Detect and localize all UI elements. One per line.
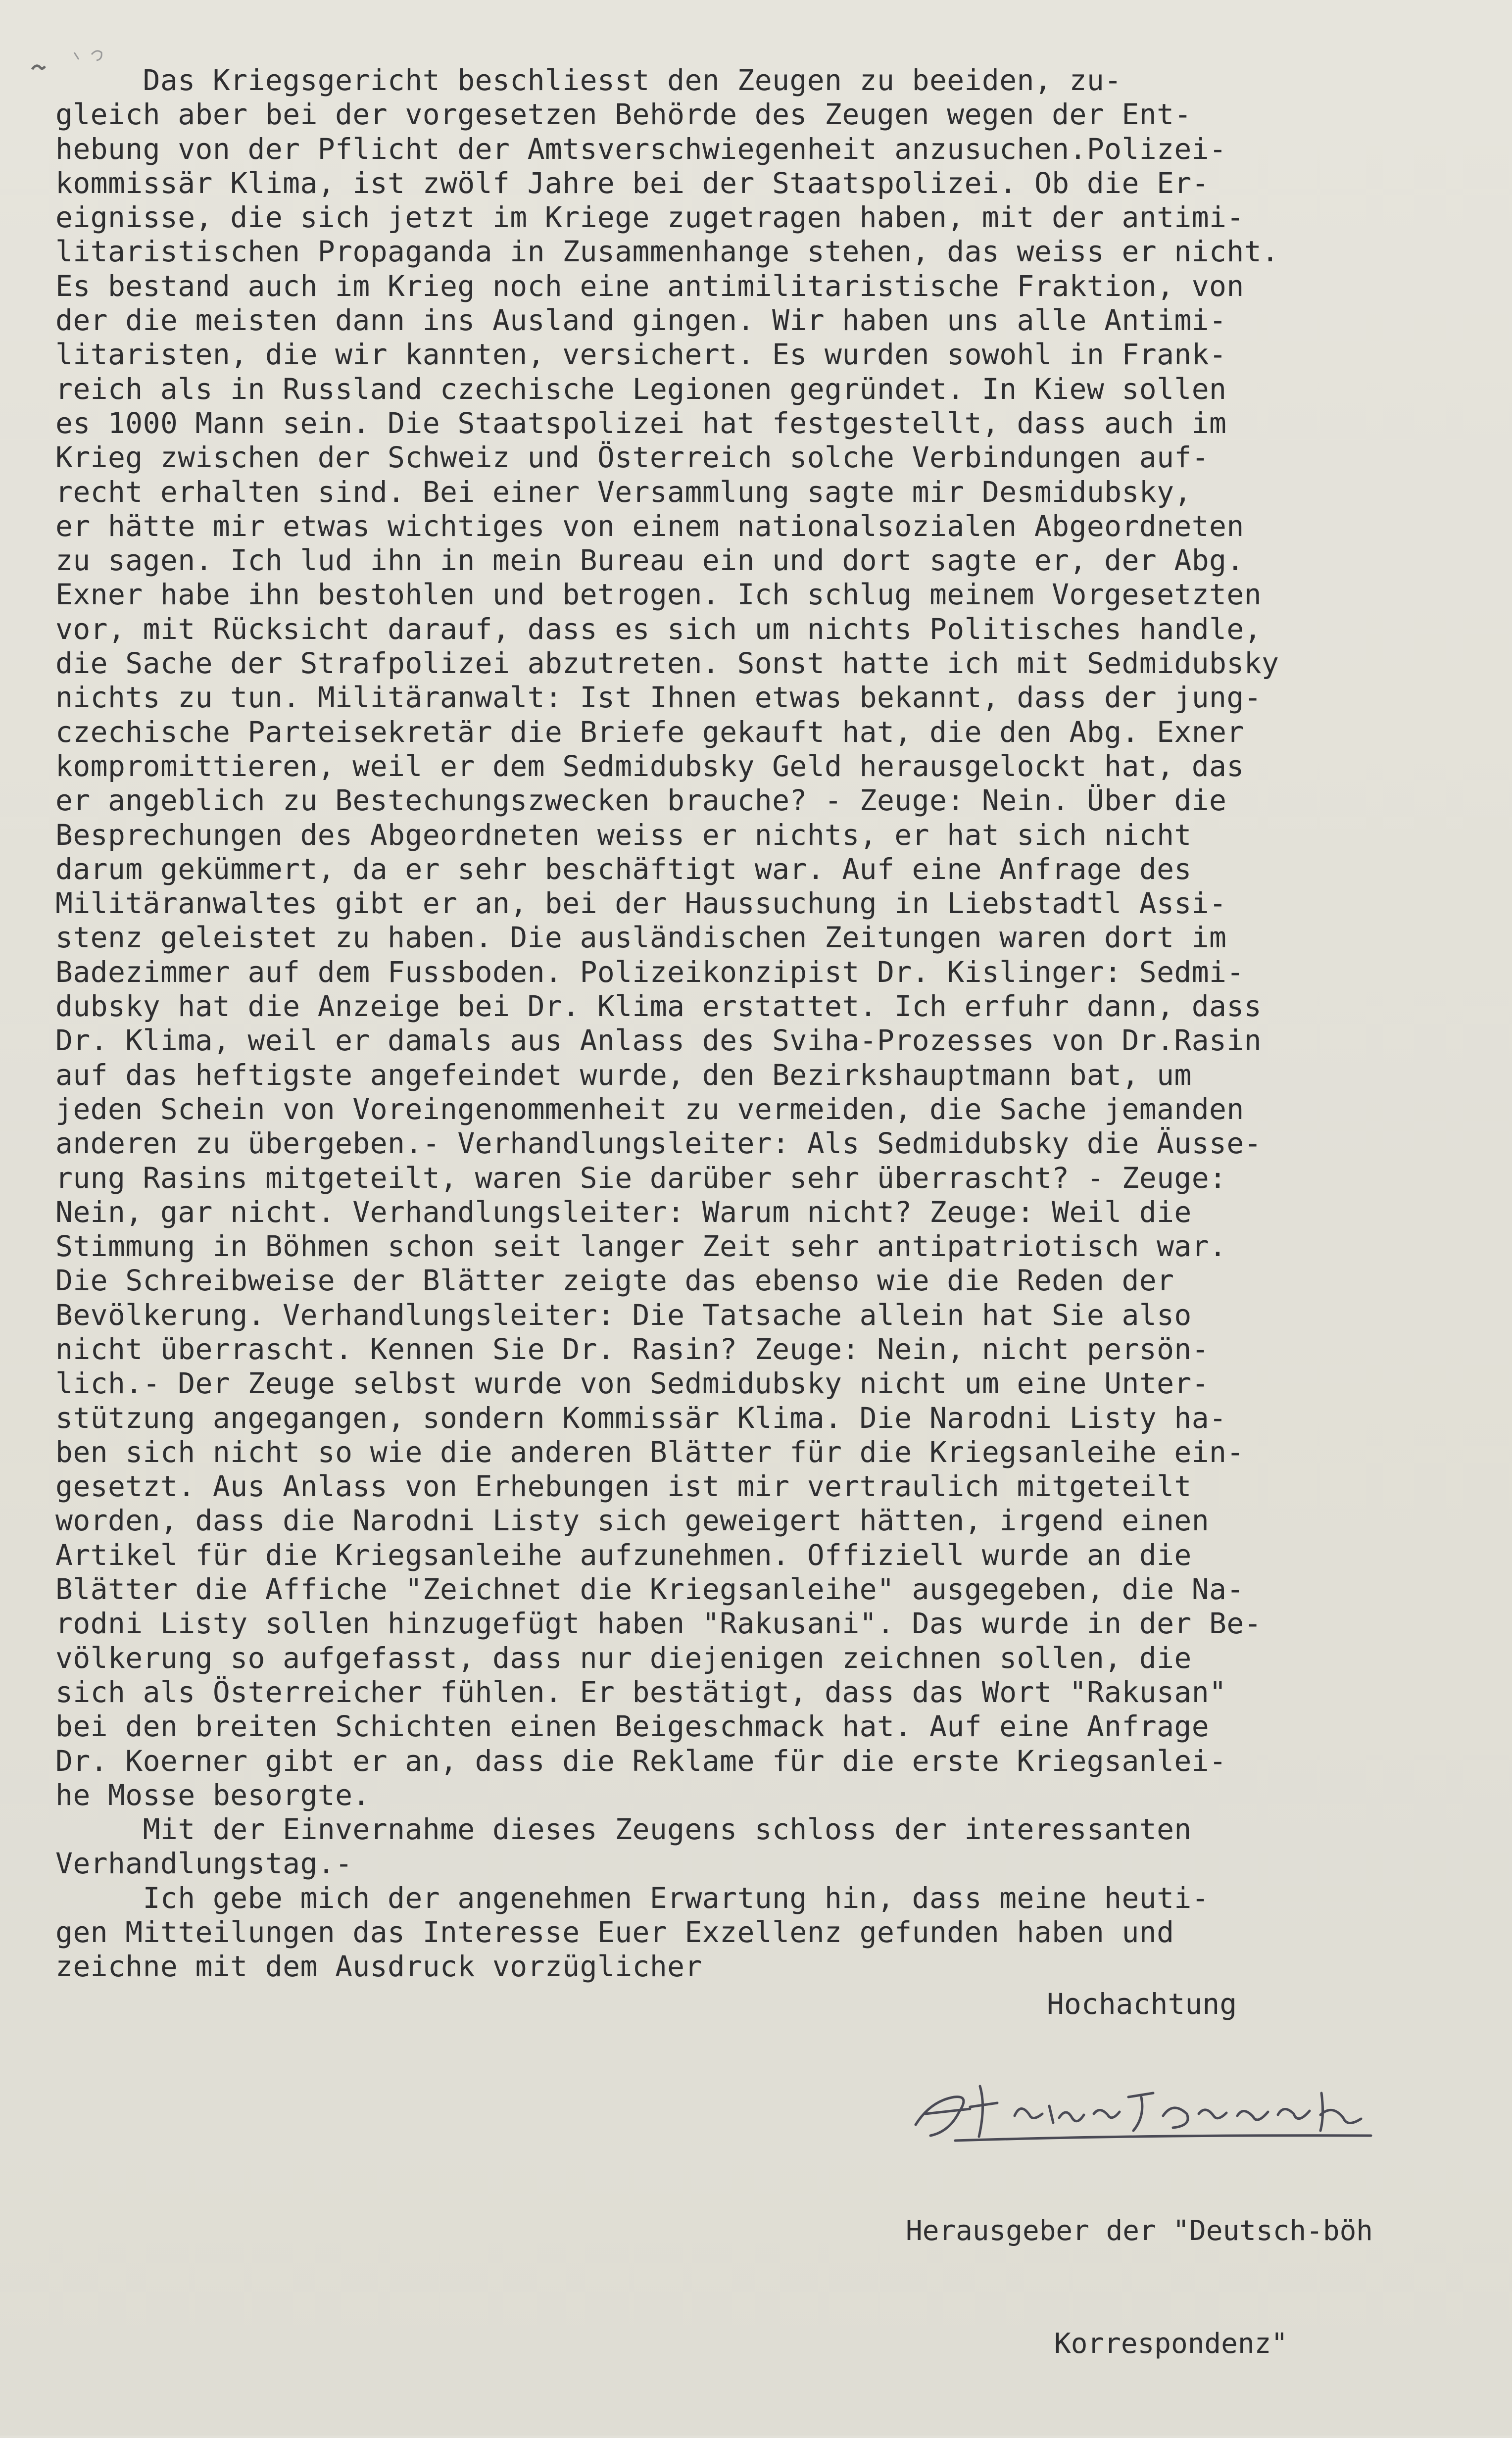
text-line: darum gekümmert, da er sehr beschäftigt war. Auf eine Anfrage des <box>55 852 1192 886</box>
text-line: Blätter die Affiche "Zeichnet die Kriegsanleihe" ausgegeben, die Na- <box>55 1572 1244 1607</box>
text-line: stenz geleistet zu haben. Die ausländischen Zeitungen waren dort im <box>55 921 1227 955</box>
text-line: Nein, gar nicht. Verhandlungsleiter: Warum nicht? Zeuge: Weil die <box>55 1195 1192 1229</box>
text-line: eignisse, die sich jetzt im Kriege zugetragen haben, mit der antimi- <box>55 200 1244 235</box>
text-line: he Mosse besorgte. <box>55 1778 370 1812</box>
text-line: Militäranwaltes gibt er an, bei der Haussuchung in Liebstadtl Assi- <box>55 886 1227 921</box>
text-line: Mit der Einvernahme dieses Zeugens schloss der interessanten <box>55 1812 1192 1847</box>
text-line: der die meisten dann ins Ausland gingen. Wir haben uns alle Antimi- <box>55 303 1227 338</box>
text-line: es 1000 Mann sein. Die Staatspolizei hat festgestellt, dass auch im <box>55 406 1227 440</box>
text-line: Stimmung in Böhmen schon seit langer Zeit sehr antipatriotisch war. <box>55 1229 1227 1264</box>
text-line: Besprechungen des Abgeordneten weiss er nichts, er hat sich nicht <box>55 818 1192 852</box>
text-line: gleich aber bei der vorgesetzen Behörde des Zeugen wegen der Ent- <box>55 98 1192 132</box>
text-line: zu sagen. Ich lud ihn in mein Bureau ein und dort sagte er, der Abg. <box>55 543 1244 578</box>
closing-salutation: Hochachtung <box>1047 1987 1237 2021</box>
text-line: kompromittieren, weil er dem Sedmidubsky Geld herausgelockt hat, das <box>55 749 1244 783</box>
text-line: Dr. Klima, weil er damals aus Anlass des Sviha-Prozesses von Dr.Rasin <box>55 1024 1262 1058</box>
text-line: hebung von der Pflicht der Amtsverschwiegenheit anzusuchen.Polizei- <box>55 132 1227 166</box>
text-line: Das Kriegsgericht beschliesst den Zeugen zu beeiden, zu- <box>55 63 1122 97</box>
text-line: stützung angegangen, sondern Kommissär Klima. Die Narodni Listy ha- <box>55 1401 1227 1435</box>
text-line: rodni Listy sollen hinzugefügt haben "Rakusani". Das wurde in der Be- <box>55 1607 1262 1641</box>
signer-title-line1: Herausgeber der "Deutsch-böh <box>906 2215 1373 2247</box>
text-line: Exner habe ihn bestohlen und betrogen. Ich schlug meinem Vorgesetzten <box>55 578 1262 612</box>
text-line: worden, dass die Narodni Listy sich geweigert hätten, irgend einen <box>55 1504 1210 1538</box>
text-line: sich als Österreicher fühlen. Er bestätigt, dass das Wort "Rakusan" <box>55 1675 1227 1709</box>
text-line: recht erhalten sind. Bei einer Versammlung sagte mir Desmidubsky, <box>55 475 1192 509</box>
handwritten-signature <box>896 2066 1490 2145</box>
text-line: dubsky hat die Anzeige bei Dr. Klima erstattet. Ich erfuhr dann, dass <box>55 989 1262 1024</box>
text-line: kommissär Klima, ist zwölf Jahre bei der Staatspolizei. Ob die Er- <box>55 166 1210 200</box>
text-line: reich als in Russland czechische Legionen gegründet. In Kiew sollen <box>55 372 1227 406</box>
text-line: er hätte mir etwas wichtiges von einem nationalsozialen Abgeordneten <box>55 509 1244 543</box>
text-line: Verhandlungstag.- <box>55 1847 353 1881</box>
text-line: zeichne mit dem Ausdruck vorzüglicher <box>55 1950 702 1984</box>
text-line: anderen zu übergeben.- Verhandlungsleiter: Als Sedmidubsky die Äusse- <box>55 1126 1262 1161</box>
text-line: lich.- Der Zeuge selbst wurde von Sedmidubsky nicht um eine Unter- <box>55 1366 1210 1401</box>
text-line: er angeblich zu Bestechungszwecken brauche? - Zeuge: Nein. Über die <box>55 783 1227 818</box>
text-line: jeden Schein von Voreingenommenheit zu vermeiden, die Sache jemanden <box>55 1092 1244 1126</box>
text-line: Bevölkerung. Verhandlungsleiter: Die Tatsache allein hat Sie also <box>55 1298 1192 1332</box>
text-line: gen Mitteilungen das Interesse Euer Exzellenz gefunden haben und <box>55 1915 1174 1950</box>
text-line: Ich gebe mich der angenehmen Erwartung hin, dass meine heuti- <box>55 1881 1210 1915</box>
text-line: nicht überrascht. Kennen Sie Dr. Rasin? Zeuge: Nein, nicht persön- <box>55 1332 1210 1366</box>
text-line: Die Schreibweise der Blätter zeigte das ebenso wie die Reden der <box>55 1264 1174 1298</box>
text-line: Artikel für die Kriegsanleihe aufzunehmen. Offiziell wurde an die <box>55 1538 1192 1572</box>
text-line: litaristischen Propaganda in Zusammenhange stehen, das weiss er nicht. <box>55 235 1279 269</box>
text-line: Es bestand auch im Krieg noch eine antimilitaristische Fraktion, von <box>55 269 1244 303</box>
text-line: ben sich nicht so wie die anderen Blätter für die Kriegsanleihe ein- <box>55 1435 1244 1469</box>
text-line: rung Rasins mitgeteilt, waren Sie darüber sehr überrascht? - Zeuge: <box>55 1161 1227 1195</box>
text-line: vor, mit Rücksicht darauf, dass es sich um nichts Politisches handle, <box>55 612 1262 646</box>
text-line: auf das heftigste angefeindet wurde, den Bezirkshauptmann bat, um <box>55 1058 1192 1092</box>
text-line: Dr. Koerner gibt er an, dass die Reklame für die erste Kriegsanlei- <box>55 1744 1227 1778</box>
text-line: bei den breiten Schichten einen Beigeschmack hat. Auf eine Anfrage <box>55 1709 1210 1744</box>
text-line: nichts zu tun. Militäranwalt: Ist Ihnen etwas bekannt, dass der jung- <box>55 681 1262 715</box>
text-line: litaristen, die wir kannten, versichert. Es wurden sowohl in Frank- <box>55 338 1227 372</box>
text-line: Krieg zwischen der Schweiz und Österreich solche Verbindungen auf- <box>55 440 1210 475</box>
text-line: Badezimmer auf dem Fussboden. Polizeikonzipist Dr. Kislinger: Sedmi- <box>55 955 1244 989</box>
text-line: czechische Parteisekretär die Briefe gekauft hat, die den Abg. Exner <box>55 715 1244 749</box>
text-line: gesetzt. Aus Anlass von Erhebungen ist mir vertraulich mitgeteilt <box>55 1469 1192 1504</box>
signer-title-line2: Korrespondenz" <box>1054 2328 1288 2360</box>
letter-body <box>55 63 1481 1984</box>
signer-title <box>906 2137 1373 2438</box>
text-line: die Sache der Strafpolizei abzutreten. Sonst hatte ich mit Sedmidubsky <box>55 646 1279 681</box>
text-line: völkerung so aufgefasst, dass nur diejenigen zeichnen sollen, die <box>55 1641 1192 1675</box>
